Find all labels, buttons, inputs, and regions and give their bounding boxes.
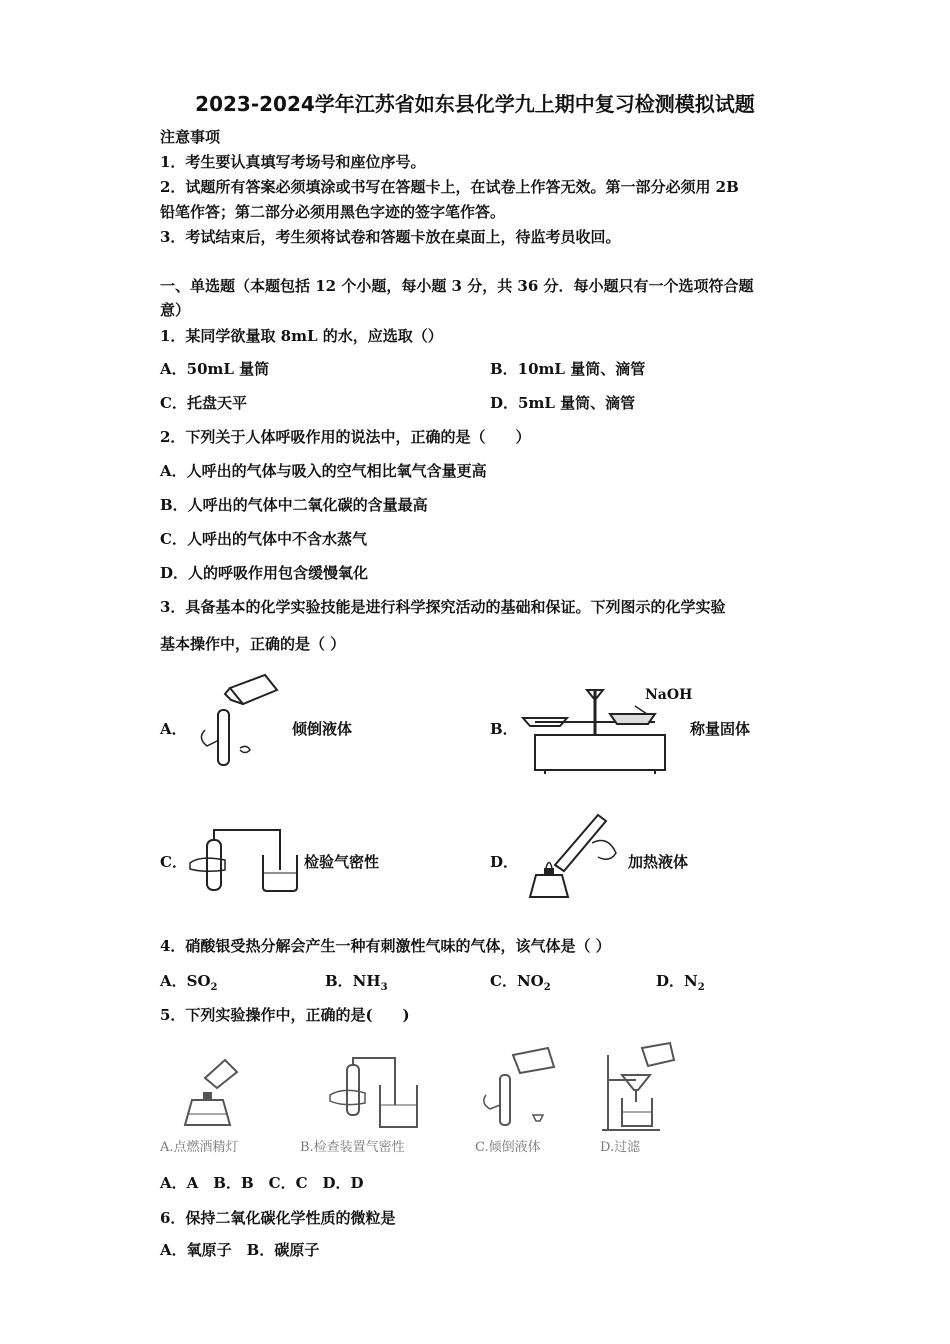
notice-item-1: 1．考生要认真填写考场号和座位序号。 — [160, 153, 426, 171]
q3-option-c-text: 检验气密性 — [304, 853, 380, 871]
q4-option-b-formula: B．NH — [325, 972, 381, 990]
notice-item-2: 2．试题所有答案必须填涂或书写在答题卡上，在试卷上作答无效。第一部分必须用 2B — [160, 178, 739, 196]
q2-option-c: C．人呼出的气体中不含水蒸气 — [160, 530, 367, 548]
q2-option-d: D．人的呼吸作用包含缓慢氧化 — [160, 564, 369, 582]
q4-option-d — [656, 971, 705, 998]
q5-caption-b: B.检查装置气密性 — [300, 1140, 405, 1155]
q2-stem: 2．下列关于人体呼吸作用的说法中，正确的是（ ） — [160, 428, 531, 446]
q3-option-c-letter: C． — [160, 853, 187, 871]
alcohol-lamp-figure — [175, 1050, 245, 1130]
section-heading-line1: 一、单选题（本题包括 12 个小题，每小题 3 分，共 36 分．每小题只有一个选项符合题 — [160, 277, 754, 295]
filtration-figure — [600, 1040, 680, 1135]
q4-option-d-formula: D．N — [656, 972, 698, 990]
q3-option-b-letter: B． — [490, 720, 518, 738]
q1-option-d: D．5mL 量筒、滴管 — [490, 394, 636, 412]
q1-option-a: A．50mL 量筒 — [160, 360, 270, 378]
q3-option-b-text: 称量固体 — [690, 720, 751, 738]
q1-option-b: B．10mL 量筒、滴管 — [490, 360, 646, 378]
notice-item-3: 3．考试结束后，考生须将试卷和答题卡放在桌面上，待监考员收回。 — [160, 228, 621, 246]
q3-option-d-letter: D． — [490, 853, 519, 871]
heating-liquid-figure — [520, 805, 625, 900]
q2-option-b: B．人呼出的气体中二氧化碳的含量最高 — [160, 496, 428, 514]
q1-stem: 1．某同学欲量取 8mL 的水，应选取（） — [160, 327, 443, 345]
notice-item-2-cont: 铅笔作答；第二部分必须用黑色字迹的签字笔作答。 — [160, 203, 506, 221]
page-title: 2023-2024学年江苏省如东县化学九上期中复习检测模拟试题 — [195, 92, 755, 116]
pouring-figure — [478, 1045, 563, 1130]
q6-options: A．氧原子 B．碳原子 — [160, 1241, 320, 1259]
q4-option-a-formula: A．SO — [160, 972, 211, 990]
q3-option-d-text: 加热液体 — [628, 853, 689, 871]
section-heading-line2: 意） — [160, 301, 191, 319]
q3-option-a-text: 倾倒液体 — [292, 720, 353, 738]
q3-option-a-letter: A． — [160, 720, 187, 738]
q5-caption-c: C.倾倒液体 — [475, 1140, 541, 1155]
notice-heading: 注意事项 — [160, 128, 221, 146]
naoh-label: NaOH — [645, 687, 693, 703]
q4-option-b-subscript: 3 — [380, 982, 388, 993]
q4-stem: 4．硝酸银受热分解会产生一种有刺激性气味的气体，该气体是（ ） — [160, 937, 611, 955]
q4-option-c-formula: C．NO — [490, 972, 544, 990]
q4-option-b — [325, 971, 388, 998]
q4-option-d-subscript: 2 — [697, 982, 705, 993]
q4-option-a-subscript: 2 — [210, 982, 218, 993]
q5-caption-d: D.过滤 — [600, 1140, 641, 1155]
q3-stem-line2: 基本操作中，正确的是（ ） — [160, 635, 346, 653]
q5-caption-a: A.点燃酒精灯 — [160, 1140, 239, 1155]
q6-stem: 6．保持二氧化碳化学性质的微粒是 — [160, 1209, 396, 1227]
q4-option-a — [160, 971, 218, 998]
q3-stem-line1: 3．具备基本的化学实验技能是进行科学探究活动的基础和保证。下列图示的化学实验 — [160, 598, 726, 616]
q4-option-c-subscript: 2 — [543, 982, 551, 993]
airtightness-apparatus-figure — [325, 1055, 425, 1135]
q4-option-c — [490, 971, 551, 998]
q2-option-a: A．人呼出的气体与吸入的空气相比氧气含量更高 — [160, 462, 487, 480]
q1-option-c: C．托盘天平 — [160, 394, 247, 412]
pouring-liquid-figure — [185, 670, 285, 770]
airtightness-figure — [185, 825, 300, 895]
q5-stem: 5．下列实验操作中，正确的是( ) — [160, 1006, 410, 1024]
q5-options: A．A B．B C．C D．D — [160, 1174, 364, 1192]
